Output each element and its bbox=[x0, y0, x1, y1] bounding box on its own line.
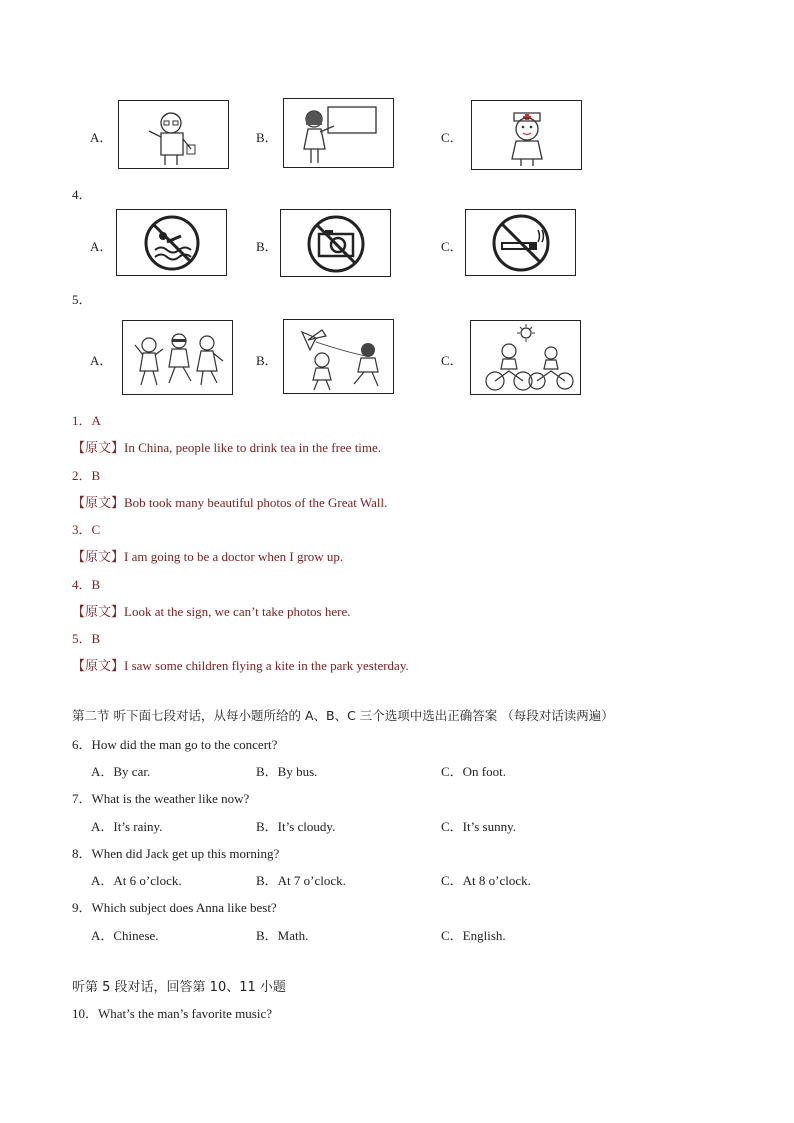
question-10: 10．What’s the man’s favorite music? bbox=[72, 1006, 273, 1021]
q5-number: 5． bbox=[72, 292, 92, 307]
transcript-text: I am going to be a doctor when I grow up. bbox=[124, 549, 344, 564]
question-7: 7．What is the weather like now? bbox=[72, 791, 250, 806]
q7-option-b: B．It’s cloudy. bbox=[256, 819, 336, 834]
transcript-prefix: 【原文】 bbox=[72, 496, 125, 511]
q5-option-c-label: C． bbox=[441, 353, 463, 368]
q8-option-c: C．At 8 o’clock. bbox=[441, 873, 531, 888]
q4-option-a-label: A． bbox=[90, 239, 113, 254]
transcript-text: Bob took many beautiful photos of the Great Wall. bbox=[124, 495, 388, 510]
answer-transcript-1 bbox=[72, 437, 381, 456]
no-swimming-sign-icon bbox=[116, 209, 227, 276]
q9-option-a: A．Chinese. bbox=[91, 928, 159, 943]
q5-option-b-label: B． bbox=[256, 353, 278, 368]
transcript-prefix: 【原文】 bbox=[72, 659, 125, 674]
answer-key-1: 1．A bbox=[72, 413, 101, 428]
q4-number: 4． bbox=[72, 187, 92, 202]
q5-option-a-label: A． bbox=[90, 353, 113, 368]
children-flying-kite-icon bbox=[283, 319, 394, 394]
no-photos-sign-icon bbox=[280, 209, 391, 277]
answer-key-3: 3．C bbox=[72, 522, 101, 537]
no-smoking-sign-icon bbox=[465, 209, 576, 276]
dialog-5-heading: 听第 5 段对话，回答第 10、11 小题 bbox=[72, 980, 286, 995]
q6-option-b: B．By bus. bbox=[256, 764, 318, 779]
transcript-prefix: 【原文】 bbox=[72, 441, 125, 456]
transcript-text: In China, people like to drink tea in the free time. bbox=[124, 440, 382, 455]
q7-option-a: A．It’s rainy. bbox=[91, 819, 163, 834]
answer-key-2: 2．B bbox=[72, 468, 101, 483]
teacher-icon bbox=[283, 98, 394, 168]
answer-key-5: 5．B bbox=[72, 631, 101, 646]
transcript-prefix: 【原文】 bbox=[72, 550, 125, 565]
q8-option-a: A．At 6 o’clock. bbox=[91, 873, 182, 888]
q7-option-c: C．It’s sunny. bbox=[441, 819, 516, 834]
answer-key-4: 4．B bbox=[72, 577, 101, 592]
q4-option-b-label: B． bbox=[256, 239, 278, 254]
section-2-heading: 第二节 听下面七段对话，从每小题所给的 A、B、C 三个选项中选出正确答案 （每段对话读两遍） bbox=[72, 708, 614, 723]
answer-transcript-4 bbox=[72, 601, 351, 620]
transcript-text: I saw some children flying a kite in the park yesterday. bbox=[124, 658, 409, 673]
q3-option-c-label: C． bbox=[441, 130, 463, 145]
q3-option-b-label: B． bbox=[256, 130, 278, 145]
q6-option-a: A．By car. bbox=[91, 764, 151, 779]
answer-transcript-2 bbox=[72, 492, 387, 511]
answer-transcript-3 bbox=[72, 546, 343, 565]
question-8: 8．When did Jack get up this morning? bbox=[72, 846, 280, 861]
q6-option-c: C．On foot. bbox=[441, 764, 507, 779]
q9-option-b: B．Math. bbox=[256, 928, 309, 943]
doctor-icon bbox=[471, 100, 582, 170]
old-man-icon bbox=[118, 100, 229, 169]
question-6: 6．How did the man go to the concert? bbox=[72, 737, 278, 752]
children-playing-icon bbox=[122, 320, 233, 395]
q9-option-c: C．English. bbox=[441, 928, 506, 943]
q8-option-b: B．At 7 o’clock. bbox=[256, 873, 346, 888]
transcript-prefix: 【原文】 bbox=[72, 605, 125, 620]
question-9: 9．Which subject does Anna like best? bbox=[72, 900, 277, 915]
q4-option-c-label: C． bbox=[441, 239, 463, 254]
transcript-text: Look at the sign, we can’t take photos here. bbox=[124, 604, 351, 619]
answer-transcript-5 bbox=[72, 655, 409, 674]
q3-option-a-label: A． bbox=[90, 130, 113, 145]
children-riding-bikes-icon bbox=[470, 320, 581, 395]
